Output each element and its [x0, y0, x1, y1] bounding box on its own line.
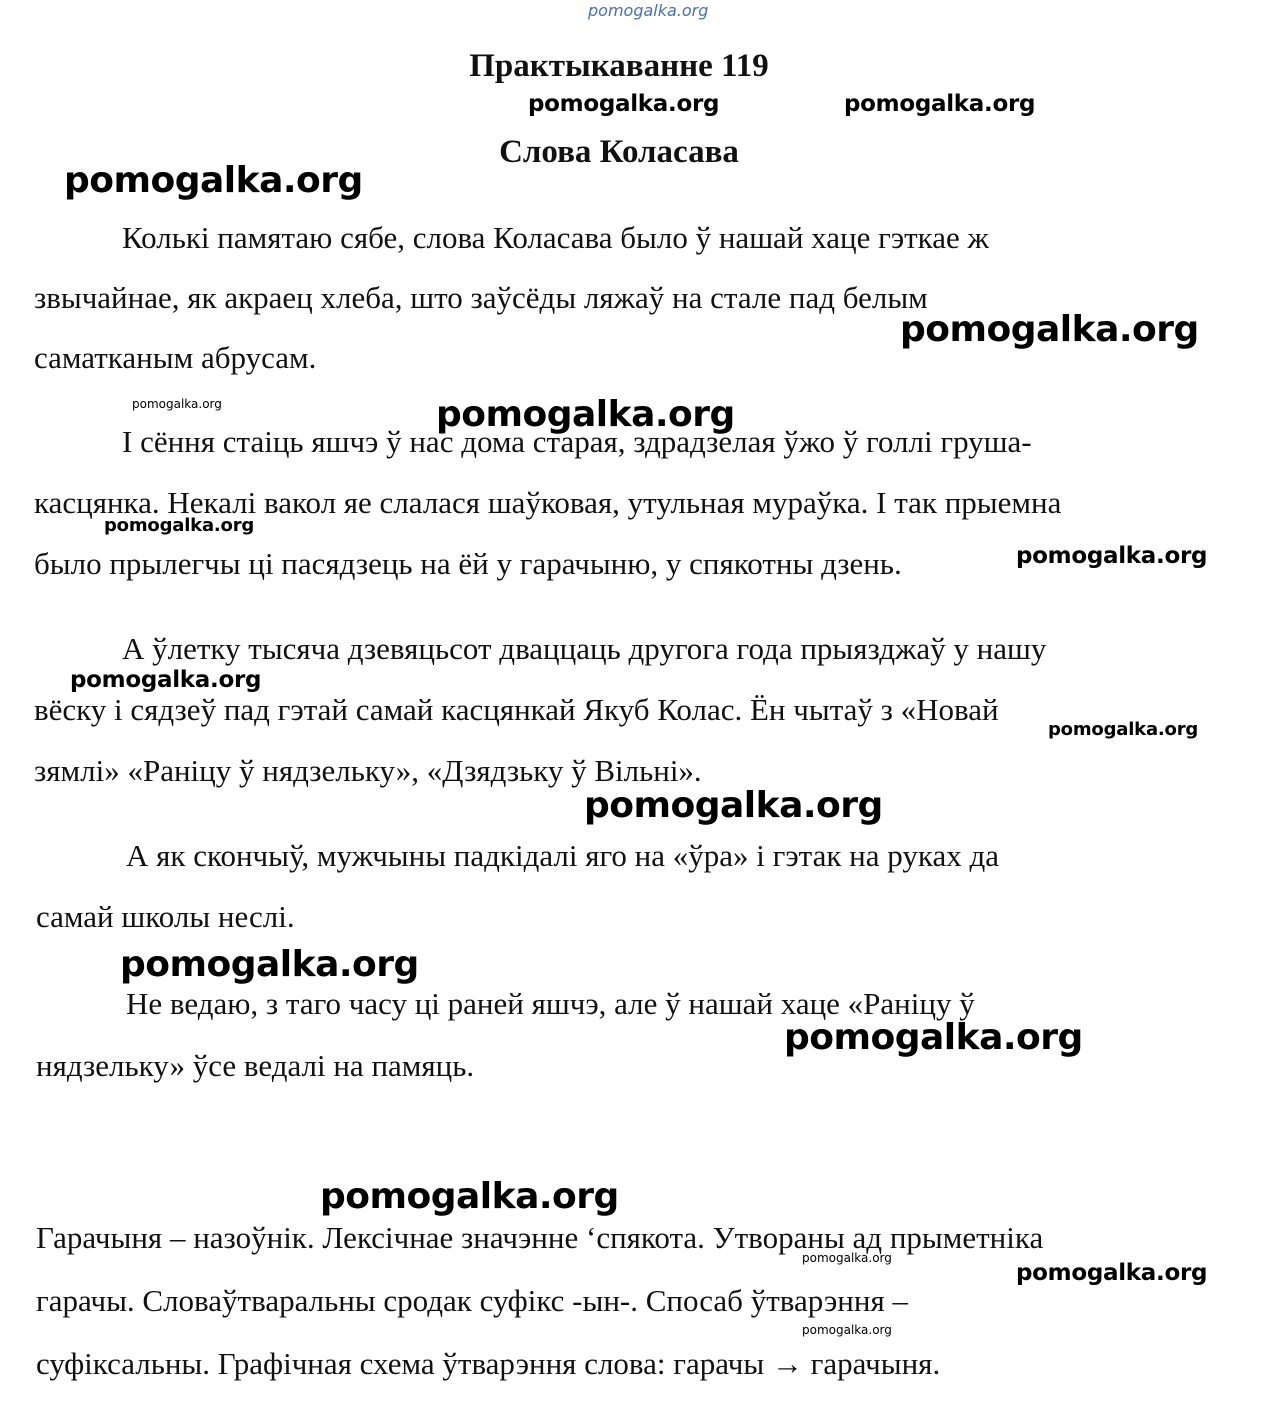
- page-subtitle: Слова Коласава: [499, 134, 739, 170]
- text-line: Колькі памятаю сябе, слова Коласава было ў нашай хаце гэткае ж: [122, 220, 989, 255]
- watermark: pomogalka.org: [1048, 719, 1199, 740]
- watermark: pomogalka.org: [64, 160, 363, 201]
- page-title: Практыкаванне 119: [469, 48, 769, 84]
- text-line: Не ведаю, з таго часу ці раней яшчэ, але ў нашай хаце «Раніцу ў: [126, 986, 975, 1021]
- text-line: Гарачыня – назоўнік. Лексічнае значэнне ‘спякота. Утвораны ад прыметніка: [36, 1220, 1044, 1255]
- text-line: суфіксальны. Графічная схема ўтварэння слова: гарачы → гарачыня.: [36, 1346, 941, 1381]
- text-line: А як скончыў, мужчыны падкідалі яго на «ўра» і гэтак на руках да: [126, 838, 999, 873]
- watermark: pomogalka.org: [132, 397, 222, 411]
- text-line: вёску і сядзеў пад гэтай самай касцянкай Якуб Колас. Ён чытаў з «Новай: [34, 692, 999, 727]
- text-line: І сёння стаіць яшчэ ў нас дома старая, здрадзелая ўжо ў голлі груша-: [122, 424, 1032, 459]
- watermark: pomogalka.org: [844, 91, 1036, 117]
- watermark: pomogalka.org: [588, 1, 709, 20]
- watermark: pomogalka.org: [584, 785, 883, 826]
- text-line: звычайнае, як акраец хлеба, што заўсёды ляжаў на стале пад белым: [34, 280, 928, 315]
- text-line: зямлі» «Раніцу ў нядзельку», «Дзядзьку ў Вільні».: [34, 753, 702, 788]
- watermark: pomogalka.org: [70, 667, 262, 693]
- text-line: А ўлетку тысяча дзевяцьсот дваццаць другога года прыязджаў у нашу: [122, 631, 1047, 666]
- watermark: pomogalka.org: [900, 309, 1199, 350]
- watermark: pomogalka.org: [784, 1017, 1083, 1058]
- text-line: было прылегчы ці пасядзець на ёй у гарачыню, у спякотны дзень.: [34, 546, 902, 581]
- watermark: pomogalka.org: [802, 1251, 892, 1265]
- watermark: pomogalka.org: [802, 1323, 892, 1337]
- watermark: pomogalka.org: [120, 944, 419, 985]
- text-line: касцянка. Некалі вакол яе слалася шаўковая, утульная мураўка. І так прыемна: [34, 485, 1062, 520]
- text-line: самай школы неслі.: [36, 899, 295, 934]
- watermark: pomogalka.org: [1016, 1260, 1208, 1286]
- watermark: pomogalka.org: [528, 91, 720, 117]
- text-line: нядзельку» ўсе ведалі на памяць.: [36, 1048, 475, 1083]
- watermark: pomogalka.org: [1016, 543, 1208, 569]
- watermark: pomogalka.org: [320, 1176, 619, 1217]
- text-line: саматканым абрусам.: [34, 340, 317, 375]
- watermark: pomogalka.org: [104, 515, 255, 536]
- text-line: гарачы. Словаўтваральны сродак суфікс -ын-. Спосаб ўтварэння –: [36, 1283, 908, 1318]
- watermark: pomogalka.org: [436, 394, 735, 435]
